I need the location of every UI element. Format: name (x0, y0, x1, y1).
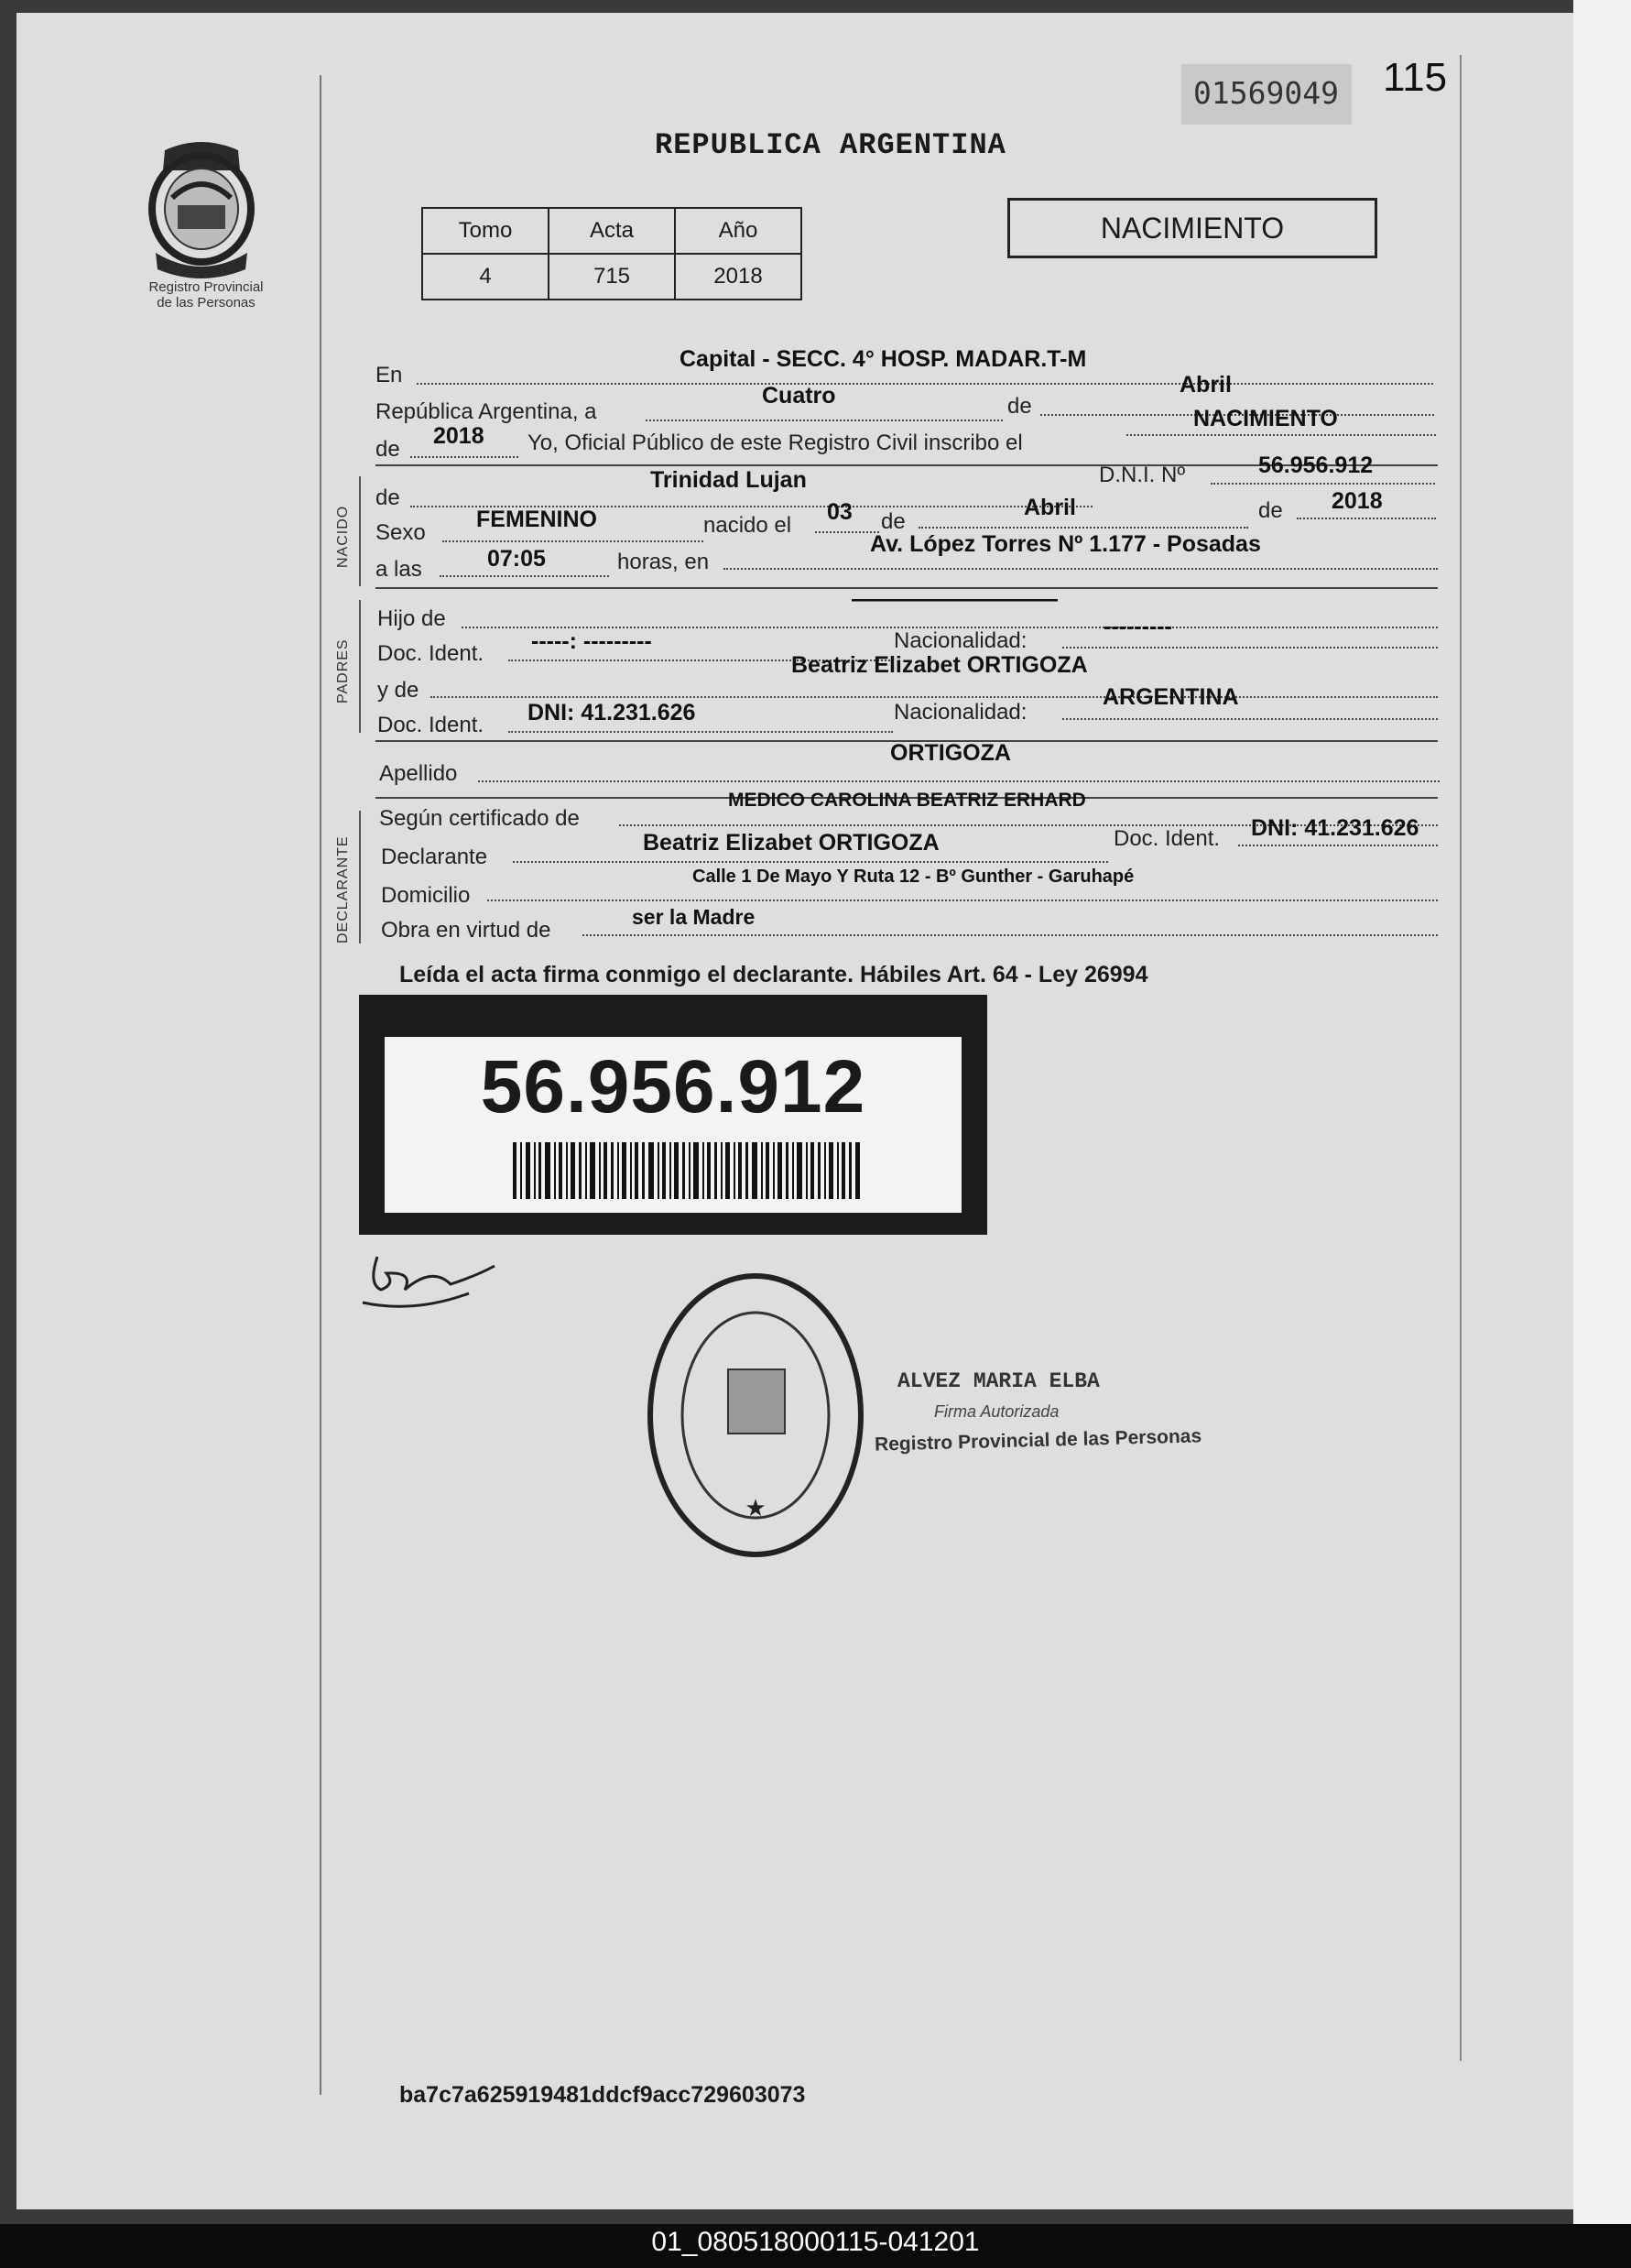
dotted-line (723, 568, 1438, 570)
declarant-signature (359, 1248, 506, 1321)
value-domicilio: Calle 1 De Mayo Y Ruta 12 - Bº Gunther - Garuhapé (692, 867, 1135, 887)
table-value-anio: 2018 (675, 254, 801, 300)
registry-name-stamp: Registro Provincial de las Personas (874, 1425, 1202, 1456)
dotted-line (513, 861, 1108, 863)
table-header-row (422, 208, 801, 254)
label-nacionalidad-1: Nacionalidad: (894, 628, 1028, 653)
value-padre: ————————— (852, 586, 1058, 612)
label-doc-ident-2: Doc. Ident. (377, 713, 484, 737)
dotted-line (1126, 434, 1436, 436)
closing-statement: Leída el acta firma conmigo el declarante. Hábiles Art. 64 - Ley 26994 (399, 962, 1148, 987)
label-republica: República Argentina, a (375, 399, 597, 424)
logo-caption (119, 279, 293, 311)
dotted-line (440, 575, 609, 577)
value-dni: 56.956.912 (1258, 453, 1374, 478)
label-a-las: a las (375, 557, 422, 582)
label-sexo: Sexo (375, 520, 426, 545)
label-declarante: Declarante (381, 845, 488, 869)
dotted-line (1062, 718, 1438, 720)
label-nacido-el: nacido el (703, 513, 792, 538)
value-anio: 2018 (433, 423, 484, 449)
label-de-5: de (1258, 498, 1283, 523)
value-nac-dia: 03 (827, 499, 853, 525)
label-domicilio: Domicilio (381, 883, 471, 908)
section-bar-nacido (359, 476, 361, 586)
page-edge (1573, 0, 1631, 2226)
label-de-4: de (881, 509, 906, 534)
value-nac-anio: 2018 (1332, 488, 1383, 514)
value-mes: Abril (1180, 372, 1232, 398)
table-value-tomo: 4 (422, 254, 549, 300)
dni-sticker-number: 56.956.912 (480, 1045, 866, 1129)
table-value-row (422, 254, 801, 300)
label-nacionalidad-2: Nacionalidad: (894, 700, 1028, 725)
dotted-line (1297, 518, 1436, 519)
registry-round-stamp (641, 1269, 870, 1562)
value-doc-madre: DNI: 41.231.626 (527, 700, 696, 725)
dotted-line (1211, 483, 1435, 485)
left-margin-rule (320, 75, 321, 2095)
dotted-line (410, 456, 518, 458)
value-declarante: Beatriz Elizabet ORTIGOZA (643, 830, 940, 856)
label-horas-en: horas, en (617, 550, 710, 574)
label-apellido: Apellido (379, 761, 458, 786)
file-identifier: 01_080518000115-041201 (651, 2227, 980, 2257)
value-apellido: ORTIGOZA (890, 740, 1011, 766)
value-madre: Beatriz Elizabet ORTIGOZA (791, 652, 1088, 678)
table-header-anio: Año (675, 208, 801, 254)
barcode-graphic (513, 1142, 861, 1199)
right-margin-rule (1460, 55, 1462, 2061)
label-y-de: y de (377, 678, 419, 703)
dotted-line (1062, 647, 1438, 649)
value-nombre: Trinidad Lujan (650, 467, 807, 493)
value-doc-padre: -----: --------- (531, 628, 652, 654)
dotted-line (919, 527, 1248, 529)
document-hash: ba7c7a625919481ddcf9acc729603073 (399, 2082, 806, 2108)
value-inscribo: NACIMIENTO (1193, 406, 1338, 431)
dotted-line (1238, 845, 1438, 846)
dotted-line (417, 383, 1433, 385)
dotted-line (508, 731, 893, 733)
value-nac-mes: Abril (1024, 495, 1076, 520)
dotted-line (582, 934, 1438, 936)
section-bar-declarante (359, 811, 361, 943)
provincial-seal-logo (137, 134, 266, 280)
label-hijo-de: Hijo de (377, 606, 446, 631)
document-heading: REPUBLICA ARGENTINA (655, 128, 1006, 162)
value-dia: Cuatro (762, 383, 836, 409)
label-certificado: Según certificado de (379, 806, 580, 831)
serial-number: 01569049 (1193, 75, 1339, 111)
dotted-line (487, 900, 1438, 901)
logo-caption-line-1: Registro Provincial (148, 279, 264, 295)
side-label-padres: PADRES (335, 638, 351, 703)
value-sexo: FEMENINO (476, 507, 597, 532)
label-de-2: de (375, 437, 400, 462)
label-de-3: de (375, 485, 400, 510)
dotted-line (430, 696, 1438, 698)
dotted-line (478, 780, 1440, 782)
label-decl-doc: Doc. Ident. (1114, 826, 1221, 851)
dotted-line (646, 420, 1003, 421)
dotted-line (442, 540, 703, 542)
table-value-acta: 715 (549, 254, 675, 300)
table-header-acta: Acta (549, 208, 675, 254)
table-header-tomo: Tomo (422, 208, 549, 254)
side-label-declarante: DECLARANTE (335, 835, 351, 943)
folio-number: 115 (1383, 55, 1448, 100)
label-dni: D.N.I. Nº (1099, 463, 1186, 487)
act-type-box: NACIMIENTO (1007, 198, 1377, 258)
value-hora: 07:05 (487, 546, 546, 572)
tomo-acta-table (421, 207, 802, 300)
value-nac-madre: ARGENTINA (1103, 684, 1239, 710)
label-en: En (375, 363, 403, 387)
value-lugar-registro: Capital - SECC. 4° HOSP. MADAR.T-M (680, 346, 1087, 372)
value-decl-doc: DNI: 41.231.626 (1251, 815, 1419, 841)
logo-caption-line-2: de las Personas (157, 295, 256, 311)
label-doc-ident-1: Doc. Ident. (377, 641, 484, 666)
value-obra: ser la Madre (632, 905, 756, 929)
authorized-signer-name: ALVEZ MARIA ELBA (897, 1369, 1100, 1393)
label-de: de (1007, 394, 1032, 419)
authorized-signature-title: Firma Autorizada (934, 1402, 1060, 1421)
value-certificado: MEDICO CAROLINA BEATRIZ ERHARD (728, 790, 1086, 811)
value-nac-padre: --------- (1104, 614, 1172, 639)
section-bar-padres (359, 600, 361, 733)
value-lugar-nacimiento: Av. López Torres Nº 1.177 - Posadas (870, 531, 1261, 557)
side-label-nacido: NACIDO (335, 505, 351, 568)
svg-text:★: ★ (745, 1494, 767, 1521)
label-oficial: Yo, Oficial Público de este Registro Civil inscribo el (527, 431, 1023, 455)
label-obra: Obra en virtud de (381, 918, 551, 943)
